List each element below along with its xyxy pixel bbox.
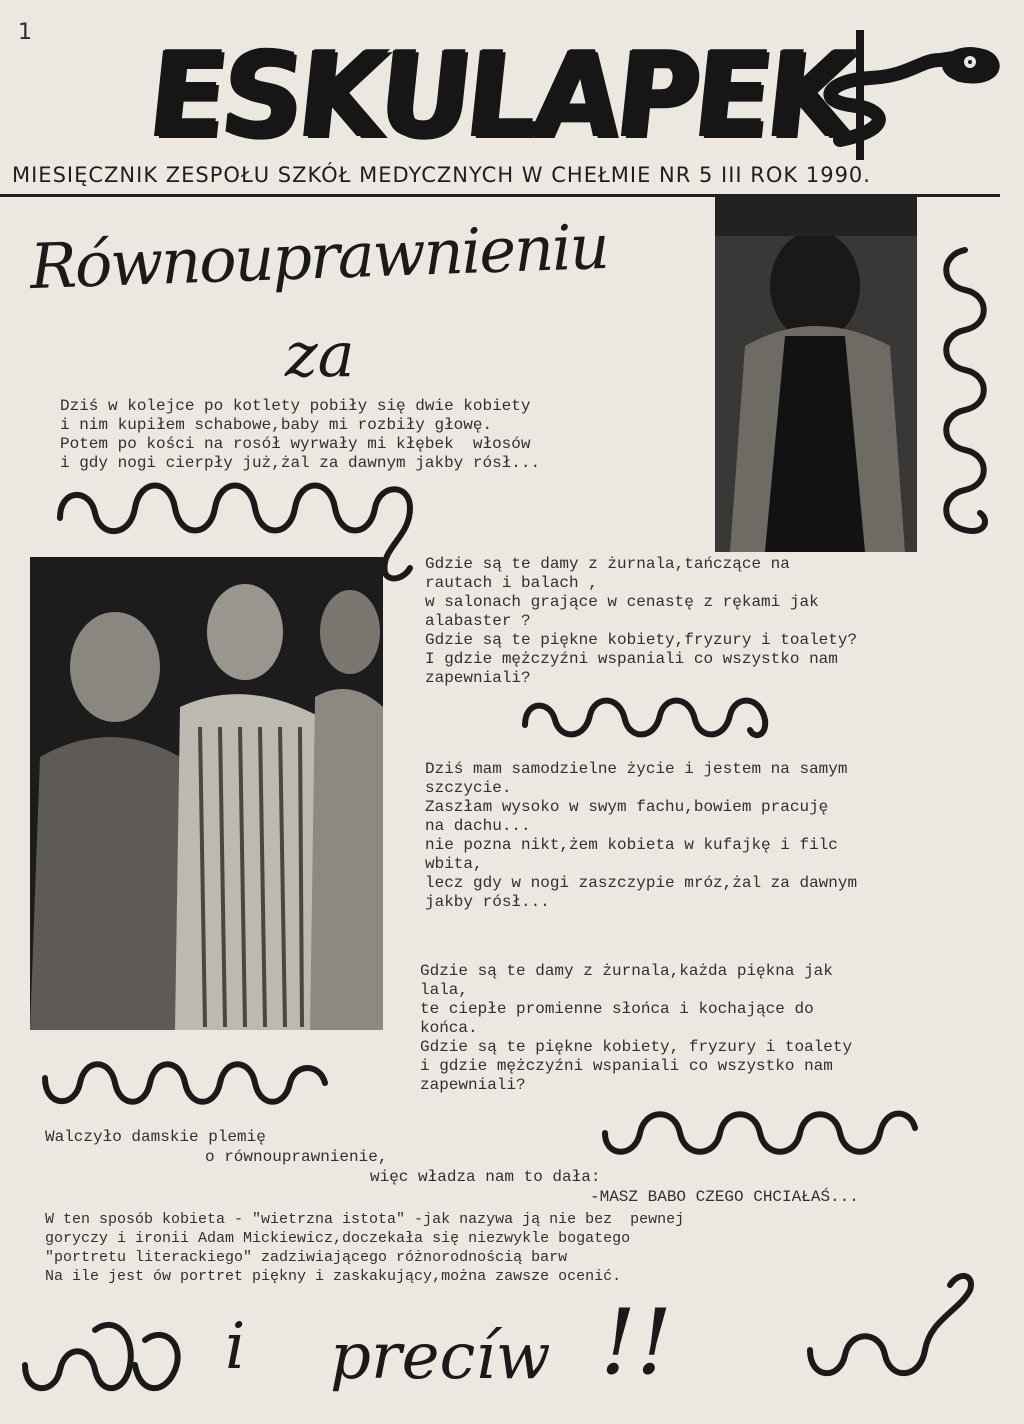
squiggle-decoration-3 xyxy=(35,1048,335,1128)
masthead-title: ESKULAPEK xyxy=(142,26,858,164)
headline-line2: za xyxy=(285,318,355,391)
squiggle-decoration-4 xyxy=(595,1098,925,1168)
stanza-2: Gdzie są te damy z żurnala,tańczące na rautach i balach , w salonach grające w cenastę z rękami jak alabaster ? Gdzie są te piękne kobiety,fryzury i toalety? I gdzie mężczyźni wspaniali co wszystko nam zapewniali? xyxy=(425,555,858,687)
photo-three-people xyxy=(30,557,383,1030)
stanza-4: Gdzie są te damy z żurnala,każda piękna jak lala, te ciepłe promienne słońca i kochające do końca. Gdzie są te piękne kobiety, fryzury i toalety i gdzie mężczyźni wspaniali co wszystko nam zapewniali? xyxy=(420,962,853,1094)
headline-line1: Równouprawnieniu xyxy=(28,209,609,304)
squiggle-decoration-5 xyxy=(15,1295,195,1415)
stanza-5-line-a: Walczyło damskie plemię xyxy=(45,1128,266,1146)
squiggle-decoration-6 xyxy=(800,1270,1000,1410)
photo-woman-in-apron xyxy=(715,196,917,552)
closing-exclamation: !! xyxy=(600,1290,673,1395)
stanza-1: Dziś w kolejce po kotlety pobiły się dwie kobiety i nim kupiłem schabowe,baby mi rozbiły głowę. Potem po kości na rosół wyrwały mi kłębek włosów i gdy nogi cierpły już,żal za dawnym jakby rósł... xyxy=(60,397,541,472)
stanza-3: Dziś mam samodzielne życie i jestem na samym szczycie. Zaszłam wysoko w swym fachu,bowiem pracuję na dachu... nie pozna nikt,żem kobieta w kufajkę i filc wbita, lecz gdy w nogi zaszczypie mróz,żal za dawnym jakby rósł... xyxy=(425,760,858,911)
squiggle-decoration-2 xyxy=(515,685,785,755)
stanza-5-prose: W ten sposób kobieta - "wietrzna istota" -jak nazywa ją nie bez pewnej goryczy i ironii Adam Mickiewicz,doczekała się niezwykle bogatego "portretu literackiego" zadziwiającego różnorodnością barw Na ile jest ów portret piękny i zaskakujący,można zawsze ocenić. xyxy=(45,1211,685,1285)
squiggle-decoration-vertical xyxy=(925,245,1000,545)
stanza-5-line-c: więc władza nam to dała: xyxy=(370,1168,601,1186)
stanza-5-line-d: -MASZ BABO CZEGO CHCIAŁAŚ... xyxy=(590,1188,859,1206)
closing-word-i: i xyxy=(225,1310,246,1384)
masthead-subtitle: MIESIĘCZNIK ZESPOŁU SZKÓŁ MEDYCZNYCH W CHEŁMIE NR 5 III ROK 1990. xyxy=(12,163,871,187)
page-number: 1 xyxy=(18,20,32,45)
serpent-staff-icon xyxy=(820,20,1020,170)
squiggle-decoration-1 xyxy=(50,478,430,588)
stanza-5-line-b: o równouprawnienie, xyxy=(205,1148,388,1166)
closing-word-precz: precíw xyxy=(330,1320,551,1394)
